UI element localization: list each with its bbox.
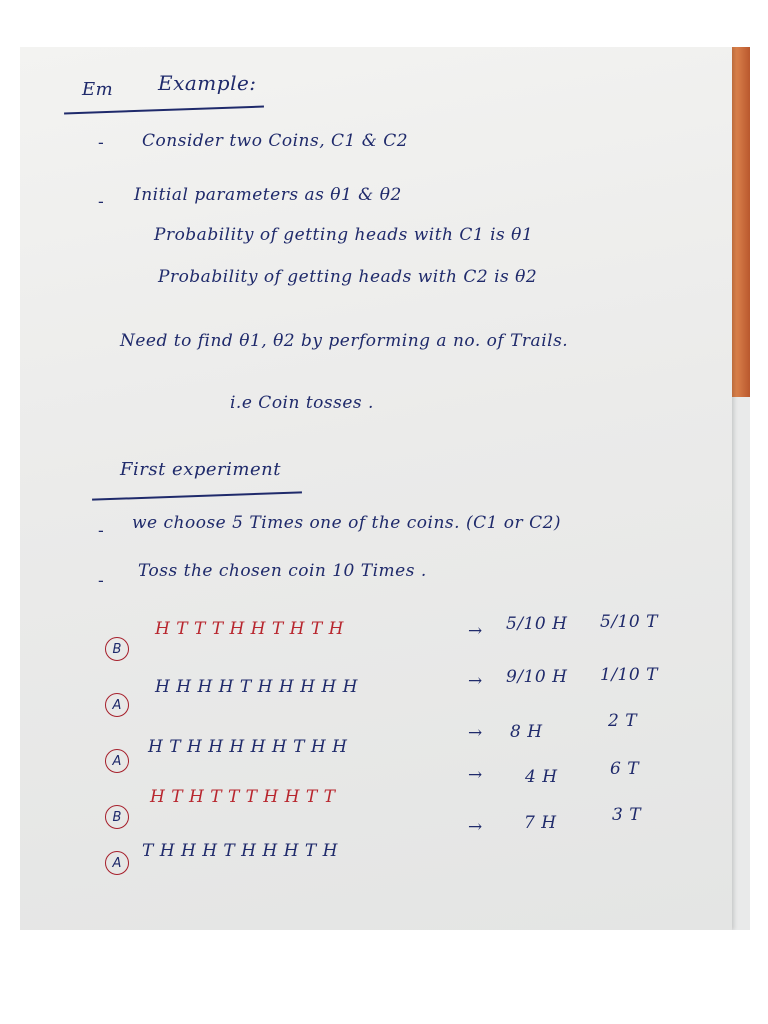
trial-heads: 7 H: [524, 813, 557, 833]
trial-tails: 6 T: [610, 759, 640, 779]
paper-sheet: [20, 47, 732, 930]
bullet-dash: -: [98, 571, 104, 591]
bullet-text: Initial parameters as θ1 & θ2: [134, 185, 402, 205]
bullet-dash: -: [98, 521, 104, 541]
notebook-photo: [20, 47, 750, 930]
trial-sequence: H H H H T H H H H H: [155, 677, 358, 697]
trial-arrow: →: [468, 621, 483, 641]
trial-sequence: T H H H T H H H T H: [142, 841, 338, 861]
bullet-dash: -: [98, 133, 104, 153]
trial-sequence: H T H H H H H T H H: [148, 737, 348, 757]
heading-prefix: Em: [82, 79, 114, 100]
trial-arrow: →: [468, 765, 483, 785]
trial-tails: 5/10 T: [600, 612, 658, 632]
trial-tails: 1/10 T: [600, 665, 658, 685]
trial-tails: 3 T: [612, 805, 642, 825]
exp-bullet: we choose 5 Times one of the coins. (C1 or C2): [132, 513, 562, 533]
trial-arrow: →: [468, 817, 483, 837]
ie-line: i.e Coin tosses .: [230, 393, 374, 413]
trial-sequence: H T T T H H T H T H: [155, 619, 344, 639]
probability-line: Probability of getting heads with C1 is θ1: [154, 225, 534, 245]
trial-arrow: →: [468, 723, 483, 743]
heading-title: Example:: [158, 71, 257, 95]
trial-heads: 8 H: [510, 722, 543, 742]
section-underline: [92, 491, 302, 500]
trial-label-badge: B: [105, 805, 129, 829]
trial-label-badge: A: [105, 851, 129, 875]
section-title: First experiment: [120, 459, 281, 480]
trial-label-badge: A: [105, 749, 129, 773]
trial-sequence: H T H T T T H H T T: [150, 787, 336, 807]
trial-label-badge: B: [105, 637, 129, 661]
trial-heads: 5/10 H: [506, 614, 568, 634]
trial-arrow: →: [468, 671, 483, 691]
trial-label-badge: A: [105, 693, 129, 717]
trial-heads: 9/10 H: [506, 667, 568, 687]
need-line: Need to find θ1, θ2 by performing a no. of Trails.: [120, 331, 569, 351]
trial-tails: 2 T: [608, 711, 638, 731]
bullet-dash: -: [98, 192, 104, 212]
bullet-text: Consider two Coins, C1 & C2: [142, 131, 409, 151]
probability-line: Probability of getting heads with C2 is θ2: [158, 267, 538, 287]
heading-underline: [64, 106, 264, 114]
trial-heads: 4 H: [525, 767, 558, 787]
exp-bullet: Toss the chosen coin 10 Times .: [138, 561, 427, 581]
